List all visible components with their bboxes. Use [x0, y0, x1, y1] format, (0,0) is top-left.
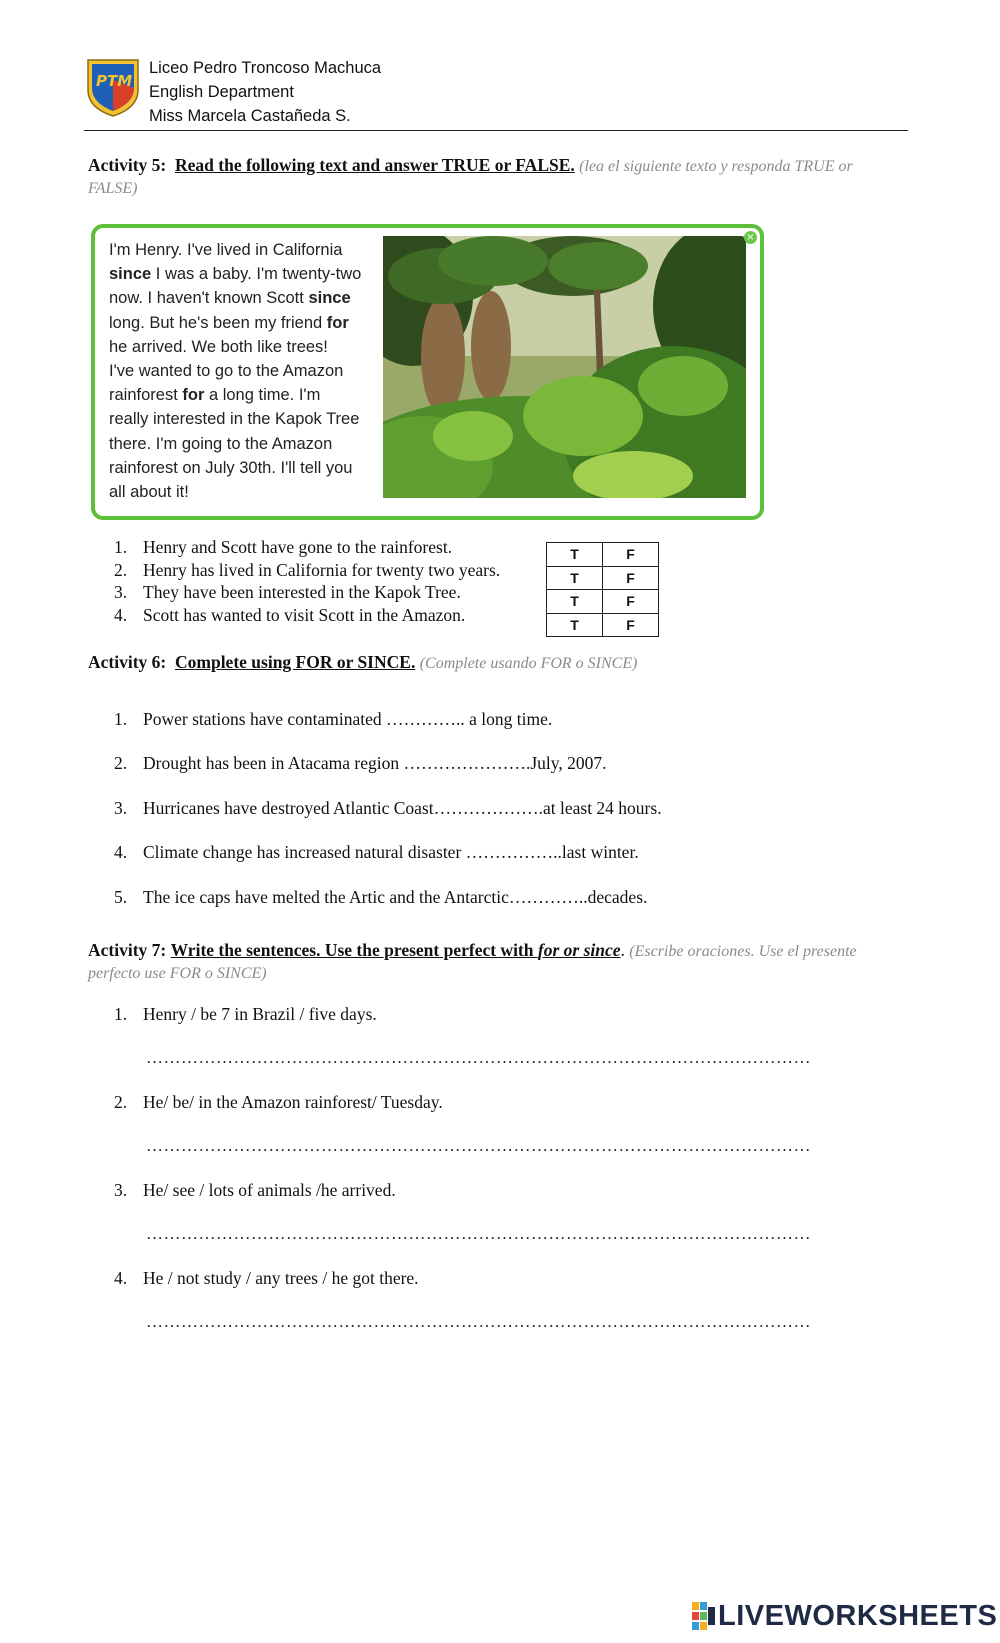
worksheet-header: [84, 56, 908, 131]
close-icon: ×: [744, 231, 757, 244]
liveworksheets-logo-icon: [692, 1602, 716, 1630]
true-option[interactable]: T: [547, 613, 603, 637]
svg-text:PTM: PTM: [96, 72, 133, 90]
activity-7-label: Activity 7:: [88, 940, 167, 960]
list-item: 4. He / not study / any trees / he got there.: [114, 1268, 419, 1288]
list-item: 3. They have been interested in the Kapok Tree.: [114, 582, 461, 602]
activity-5-hint: (lea el siguiente texto y responda TRUE or FALSE): [88, 158, 853, 197]
rainforest-photo: [383, 236, 746, 498]
department-name: English Department: [149, 83, 294, 101]
activity-5-label: Activity 5:: [88, 155, 167, 175]
true-false-table: [546, 542, 659, 637]
reading-line: he arrived. We both like trees!: [109, 337, 328, 356]
list-item: 1. Henry / be 7 in Brazil / five days.: [114, 1004, 377, 1024]
false-option[interactable]: F: [603, 566, 659, 590]
activity-7-instruction-emphasis: for or since: [537, 940, 621, 960]
list-item: 3. Hurricanes have destroyed Atlantic Coast……………….at least 24 hours.: [114, 797, 662, 818]
answer-line[interactable]: ……………………………………………………………………………………………………: [146, 1312, 811, 1331]
activity-5-questions: [114, 536, 500, 626]
answer-line[interactable]: ……………………………………………………………………………………………………: [146, 1048, 811, 1067]
false-option[interactable]: F: [603, 613, 659, 637]
reading-line: I've wanted to go to the Amazon: [109, 362, 344, 381]
activity-7-hint: (Escribe oraciones. Use el presente perfecto use FOR o SINCE): [88, 943, 857, 982]
list-item: 3. He/ see / lots of animals /he arrived.: [114, 1180, 396, 1200]
true-option[interactable]: T: [547, 566, 603, 590]
activity-6-items: [114, 697, 662, 919]
reading-line: there. I'm going to the Amazon: [109, 434, 333, 453]
reading-line: now. I haven't known Scott since: [109, 289, 351, 308]
reading-line: really interested in the Kapok Tree: [109, 410, 360, 429]
activity-6-hint: (Complete usando FOR o SINCE): [419, 655, 638, 672]
true-option[interactable]: T: [547, 543, 603, 567]
activity-6-instruction: Complete using FOR or SINCE.: [175, 652, 416, 672]
true-option[interactable]: T: [547, 590, 603, 614]
list-item: 1. Power stations have contaminated ………….. a long time.: [114, 709, 553, 729]
reading-line: long. But he's been my friend for: [109, 313, 349, 332]
list-item: 4. Scott has wanted to visit Scott in the Amazon.: [114, 604, 466, 625]
answer-line[interactable]: ……………………………………………………………………………………………………: [146, 1136, 811, 1155]
activity-6-title: [88, 652, 637, 674]
list-item: 5. The ice caps have melted the Artic and the Antarctic…………..decades.: [114, 886, 648, 907]
list-item: 2. Henry has lived in California for twenty two years.: [114, 559, 501, 580]
false-option[interactable]: F: [603, 590, 659, 614]
teacher-name: Miss Marcela Castañeda S.: [149, 107, 351, 125]
liveworksheets-brand: [692, 1598, 997, 1634]
answer-line[interactable]: ……………………………………………………………………………………………………: [146, 1224, 811, 1243]
reading-line: rainforest for a long time. I'm: [109, 386, 321, 405]
activity-5-instruction: Read the following text and answer TRUE or FALSE.: [175, 155, 575, 175]
reading-line: all about it!: [109, 483, 189, 502]
list-item: 4. Climate change has increased natural disaster ……………..last winter.: [114, 842, 639, 863]
reading-line: rainforest on July 30th. I'll tell you: [109, 458, 353, 477]
brand-wordmark: LIVEWORKSHEETS: [718, 1599, 998, 1632]
activity-5-title: [88, 155, 868, 199]
reading-passage: [109, 238, 371, 504]
reading-line: I'm Henry. I've lived in California: [109, 241, 343, 259]
activity-6-label: Activity 6:: [88, 652, 167, 672]
activity-7-title: Activity 7: Write the sentences. Use the present perfect with for or since. (Escribe oraciones. Use el presente perfecto use FOR o SINCE): [88, 940, 857, 982]
school-name: Liceo Pedro Troncoso Machuca: [149, 59, 382, 77]
false-option[interactable]: F: [603, 543, 659, 567]
reading-card: [91, 224, 764, 520]
reading-line: since I was a baby. I'm twenty-two: [109, 265, 362, 284]
list-item: 2. He/ be/ in the Amazon rainforest/ Tuesday.: [114, 1092, 443, 1112]
school-crest-logo: [84, 56, 142, 118]
list-item: 1. Henry and Scott have gone to the rainforest.: [114, 537, 453, 557]
activity-7-instruction: Write the sentences. Use the present perfect with: [170, 940, 538, 960]
list-item: 2. Drought has been in Atacama region ………………….July, 2007.: [114, 753, 607, 774]
